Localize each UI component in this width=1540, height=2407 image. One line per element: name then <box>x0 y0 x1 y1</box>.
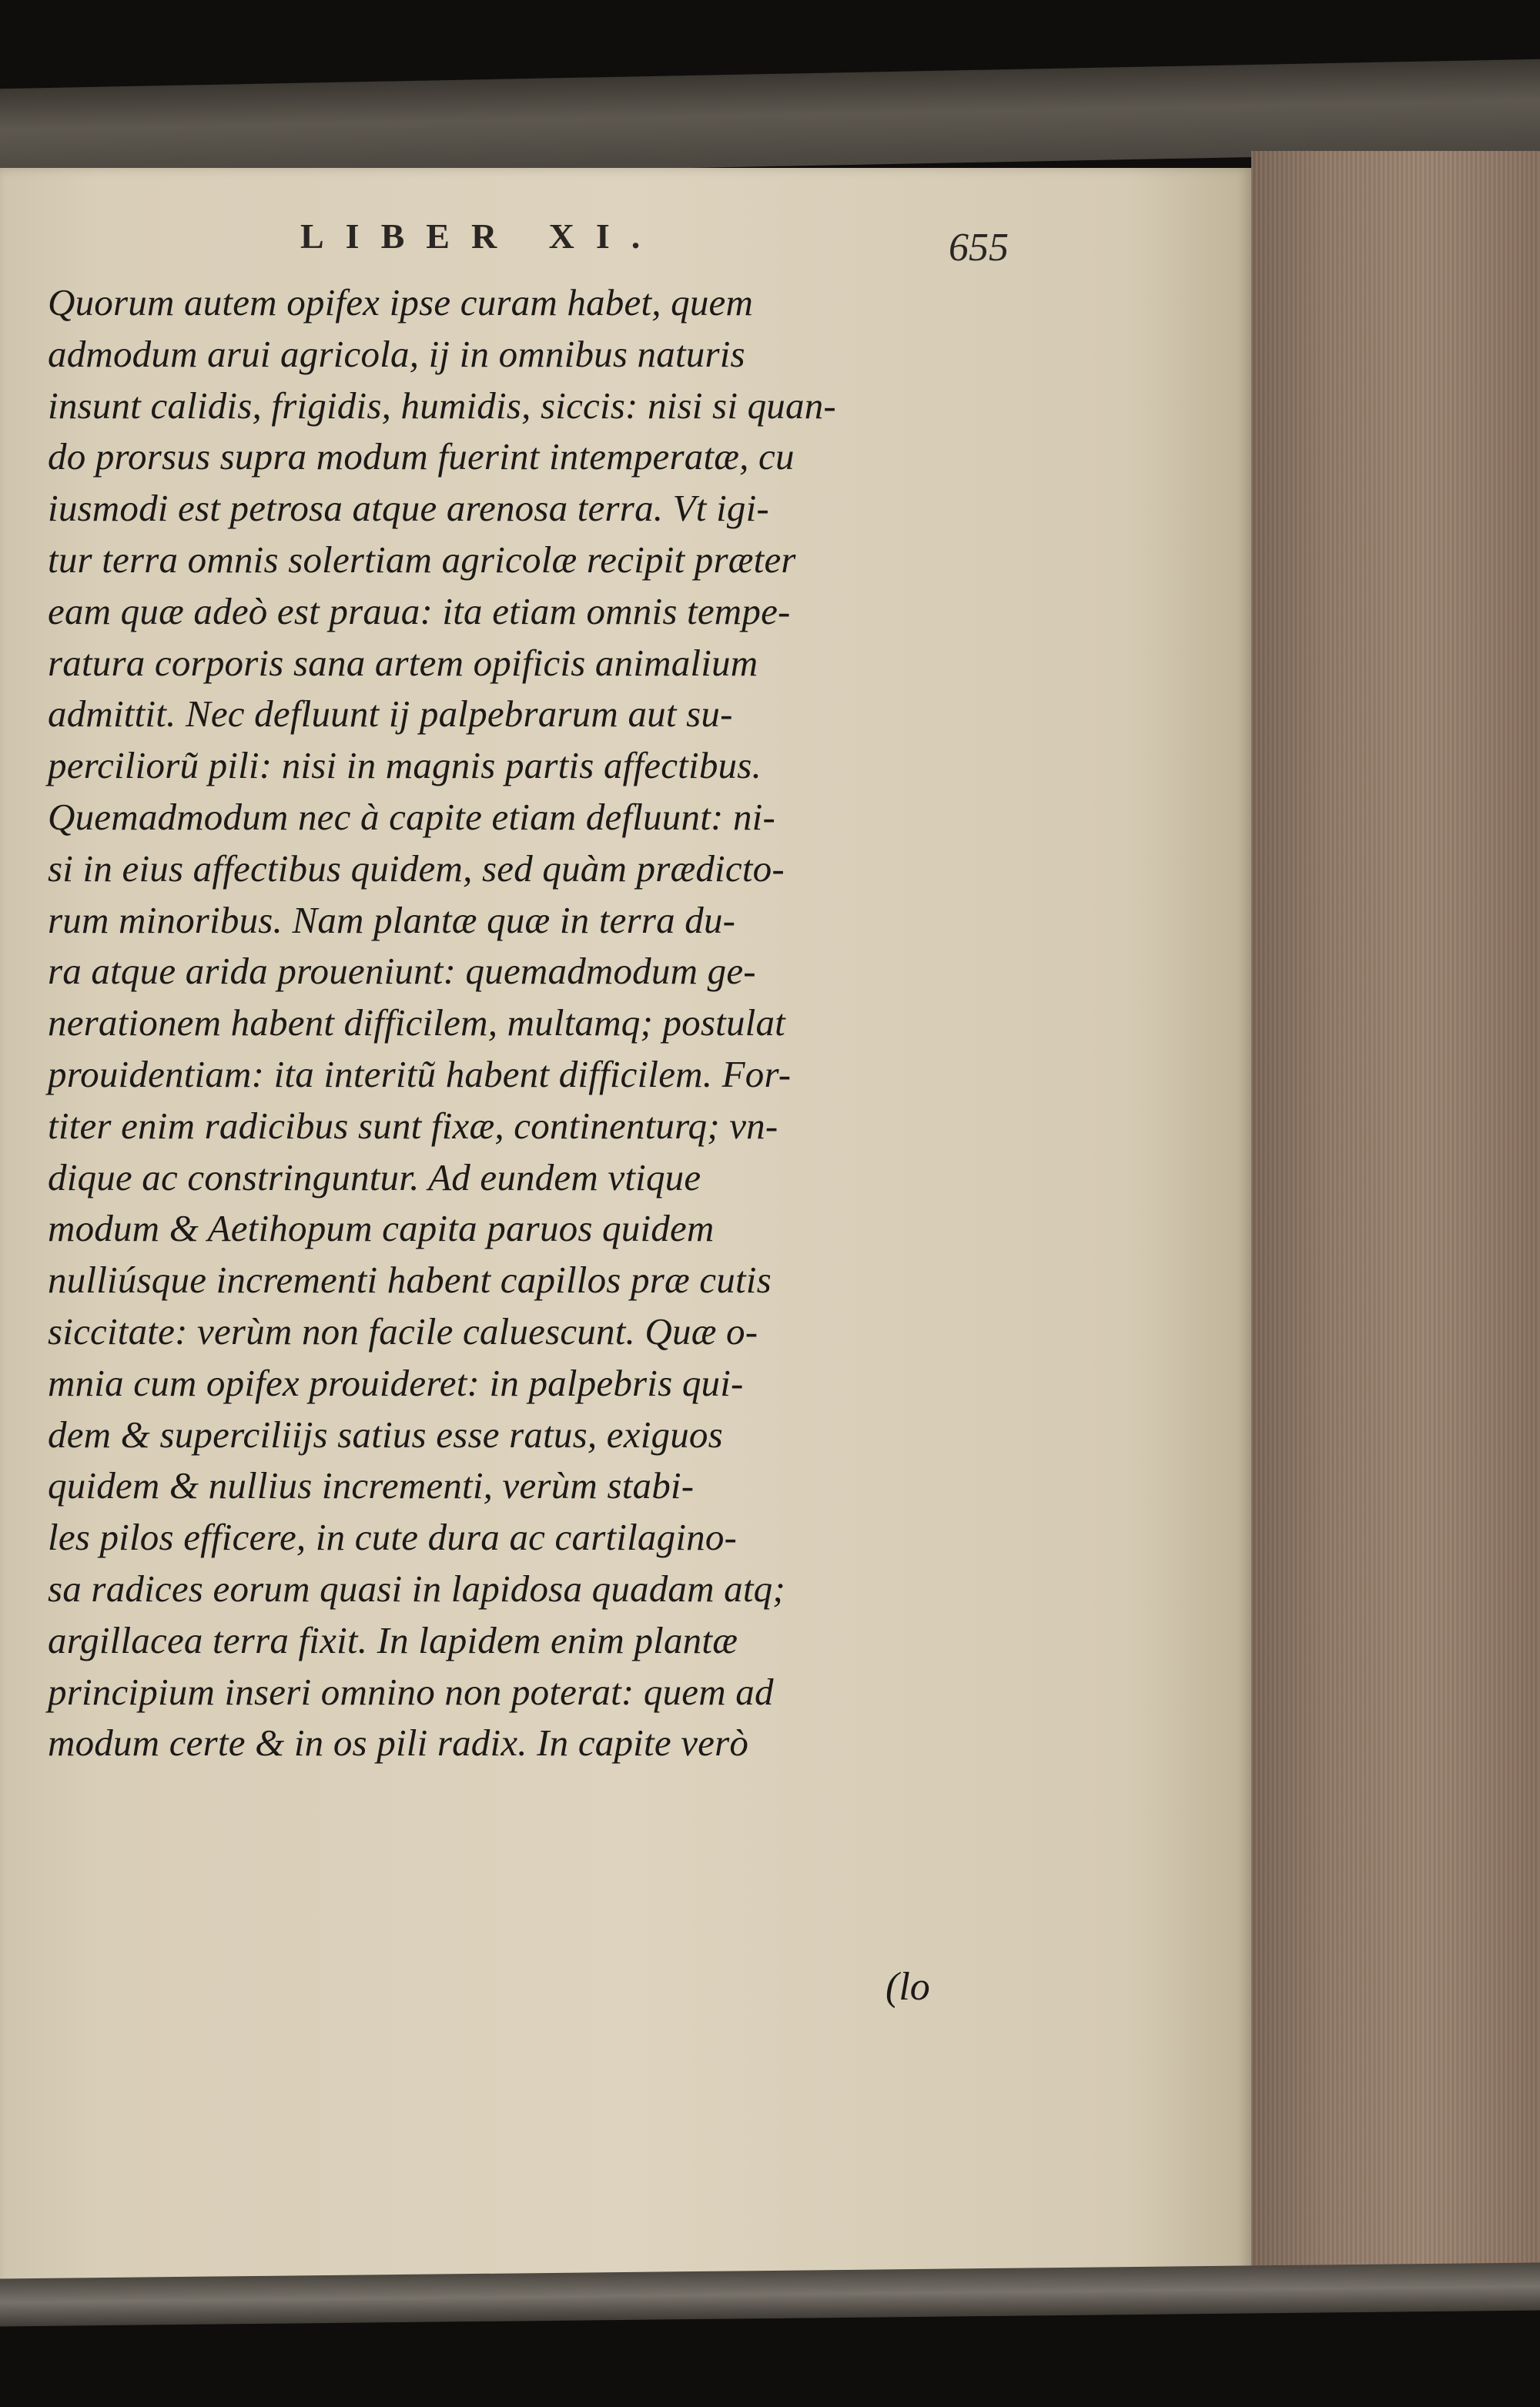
text-line: modum certe & in os pili radix. In capite verò <box>48 1721 749 1765</box>
text-line: Quemadmodum nec à capite etiam defluunt: ni- <box>48 795 776 838</box>
body-text <box>48 277 964 1769</box>
text-line: dem & superciliijs satius esse ratus, exiguos <box>48 1413 723 1456</box>
text-line: nerationem habent difficilem, multamq; postulat <box>48 1001 785 1044</box>
text-line: nulliúsque incrementi habent capillos præ cutis <box>48 1259 772 1302</box>
text-line: modum & Aetihopum capita paruos quidem <box>48 1207 715 1250</box>
text-line: admodum arui agricola, ij in omnibus naturis <box>48 332 745 375</box>
text-line: insunt calidis, frigidis, humidis, siccis: nisi si quan- <box>48 384 836 427</box>
text-line: mnia cum opifex prouideret: in palpebris qui- <box>48 1361 744 1404</box>
text-line: principium inseri omnino non poterat: quem ad <box>48 1670 774 1713</box>
text-line: siccitate: verùm non facile caluescunt. Quæ o- <box>48 1309 758 1353</box>
page-block-edges <box>1251 151 1540 2300</box>
text-line: titer enim radicibus sunt fixæ, continenturq; vn- <box>48 1104 778 1147</box>
catchword: (lo <box>886 1965 930 2009</box>
text-line: Quorum autem opifex ipse curam habet, quem <box>48 281 754 324</box>
text-line: perciliorũ pili: nisi in magnis partis affectibus. <box>48 744 762 787</box>
text-line: do prorsus supra modum fuerint intemperatæ, cu <box>48 435 795 478</box>
text-line: tur terra omnis solertiam agricolæ recipit præter <box>48 538 796 581</box>
text-line: eam quæ adeò est praua: ita etiam omnis tempe- <box>48 589 791 632</box>
text-line: si in eius affectibus quidem, sed quàm prædicto- <box>48 846 785 890</box>
running-title: LIBER XI. <box>300 216 662 256</box>
text-line: ra atque arida proueniunt: quemadmodum ge- <box>48 950 756 993</box>
text-line: ratura corporis sana artem opificis animalium <box>48 641 758 684</box>
text-line: les pilos efficere, in cute dura ac cartilagino- <box>48 1516 738 1559</box>
page-number: 655 <box>949 226 1009 270</box>
text-line: admittit. Nec defluunt ij palpebrarum aut su- <box>48 692 733 736</box>
text-line: dique ac constringuntur. Ad eundem vtique <box>48 1155 701 1198</box>
text-line: sa radices eorum quasi in lapidosa quadam atq; <box>48 1567 785 1610</box>
text-line: rum minoribus. Nam plantæ quæ in terra du- <box>48 898 736 941</box>
text-line: prouidentiam: ita interitũ habent difficilem. For- <box>48 1052 792 1095</box>
text-line: argillacea terra fixit. In lapidem enim plantæ <box>48 1618 738 1661</box>
text-line: quidem & nullius incrementi, verùm stabi- <box>48 1464 695 1507</box>
running-head <box>0 216 1251 270</box>
text-line: iusmodi est petrosa atque arenosa terra. Vt igi- <box>48 487 769 530</box>
